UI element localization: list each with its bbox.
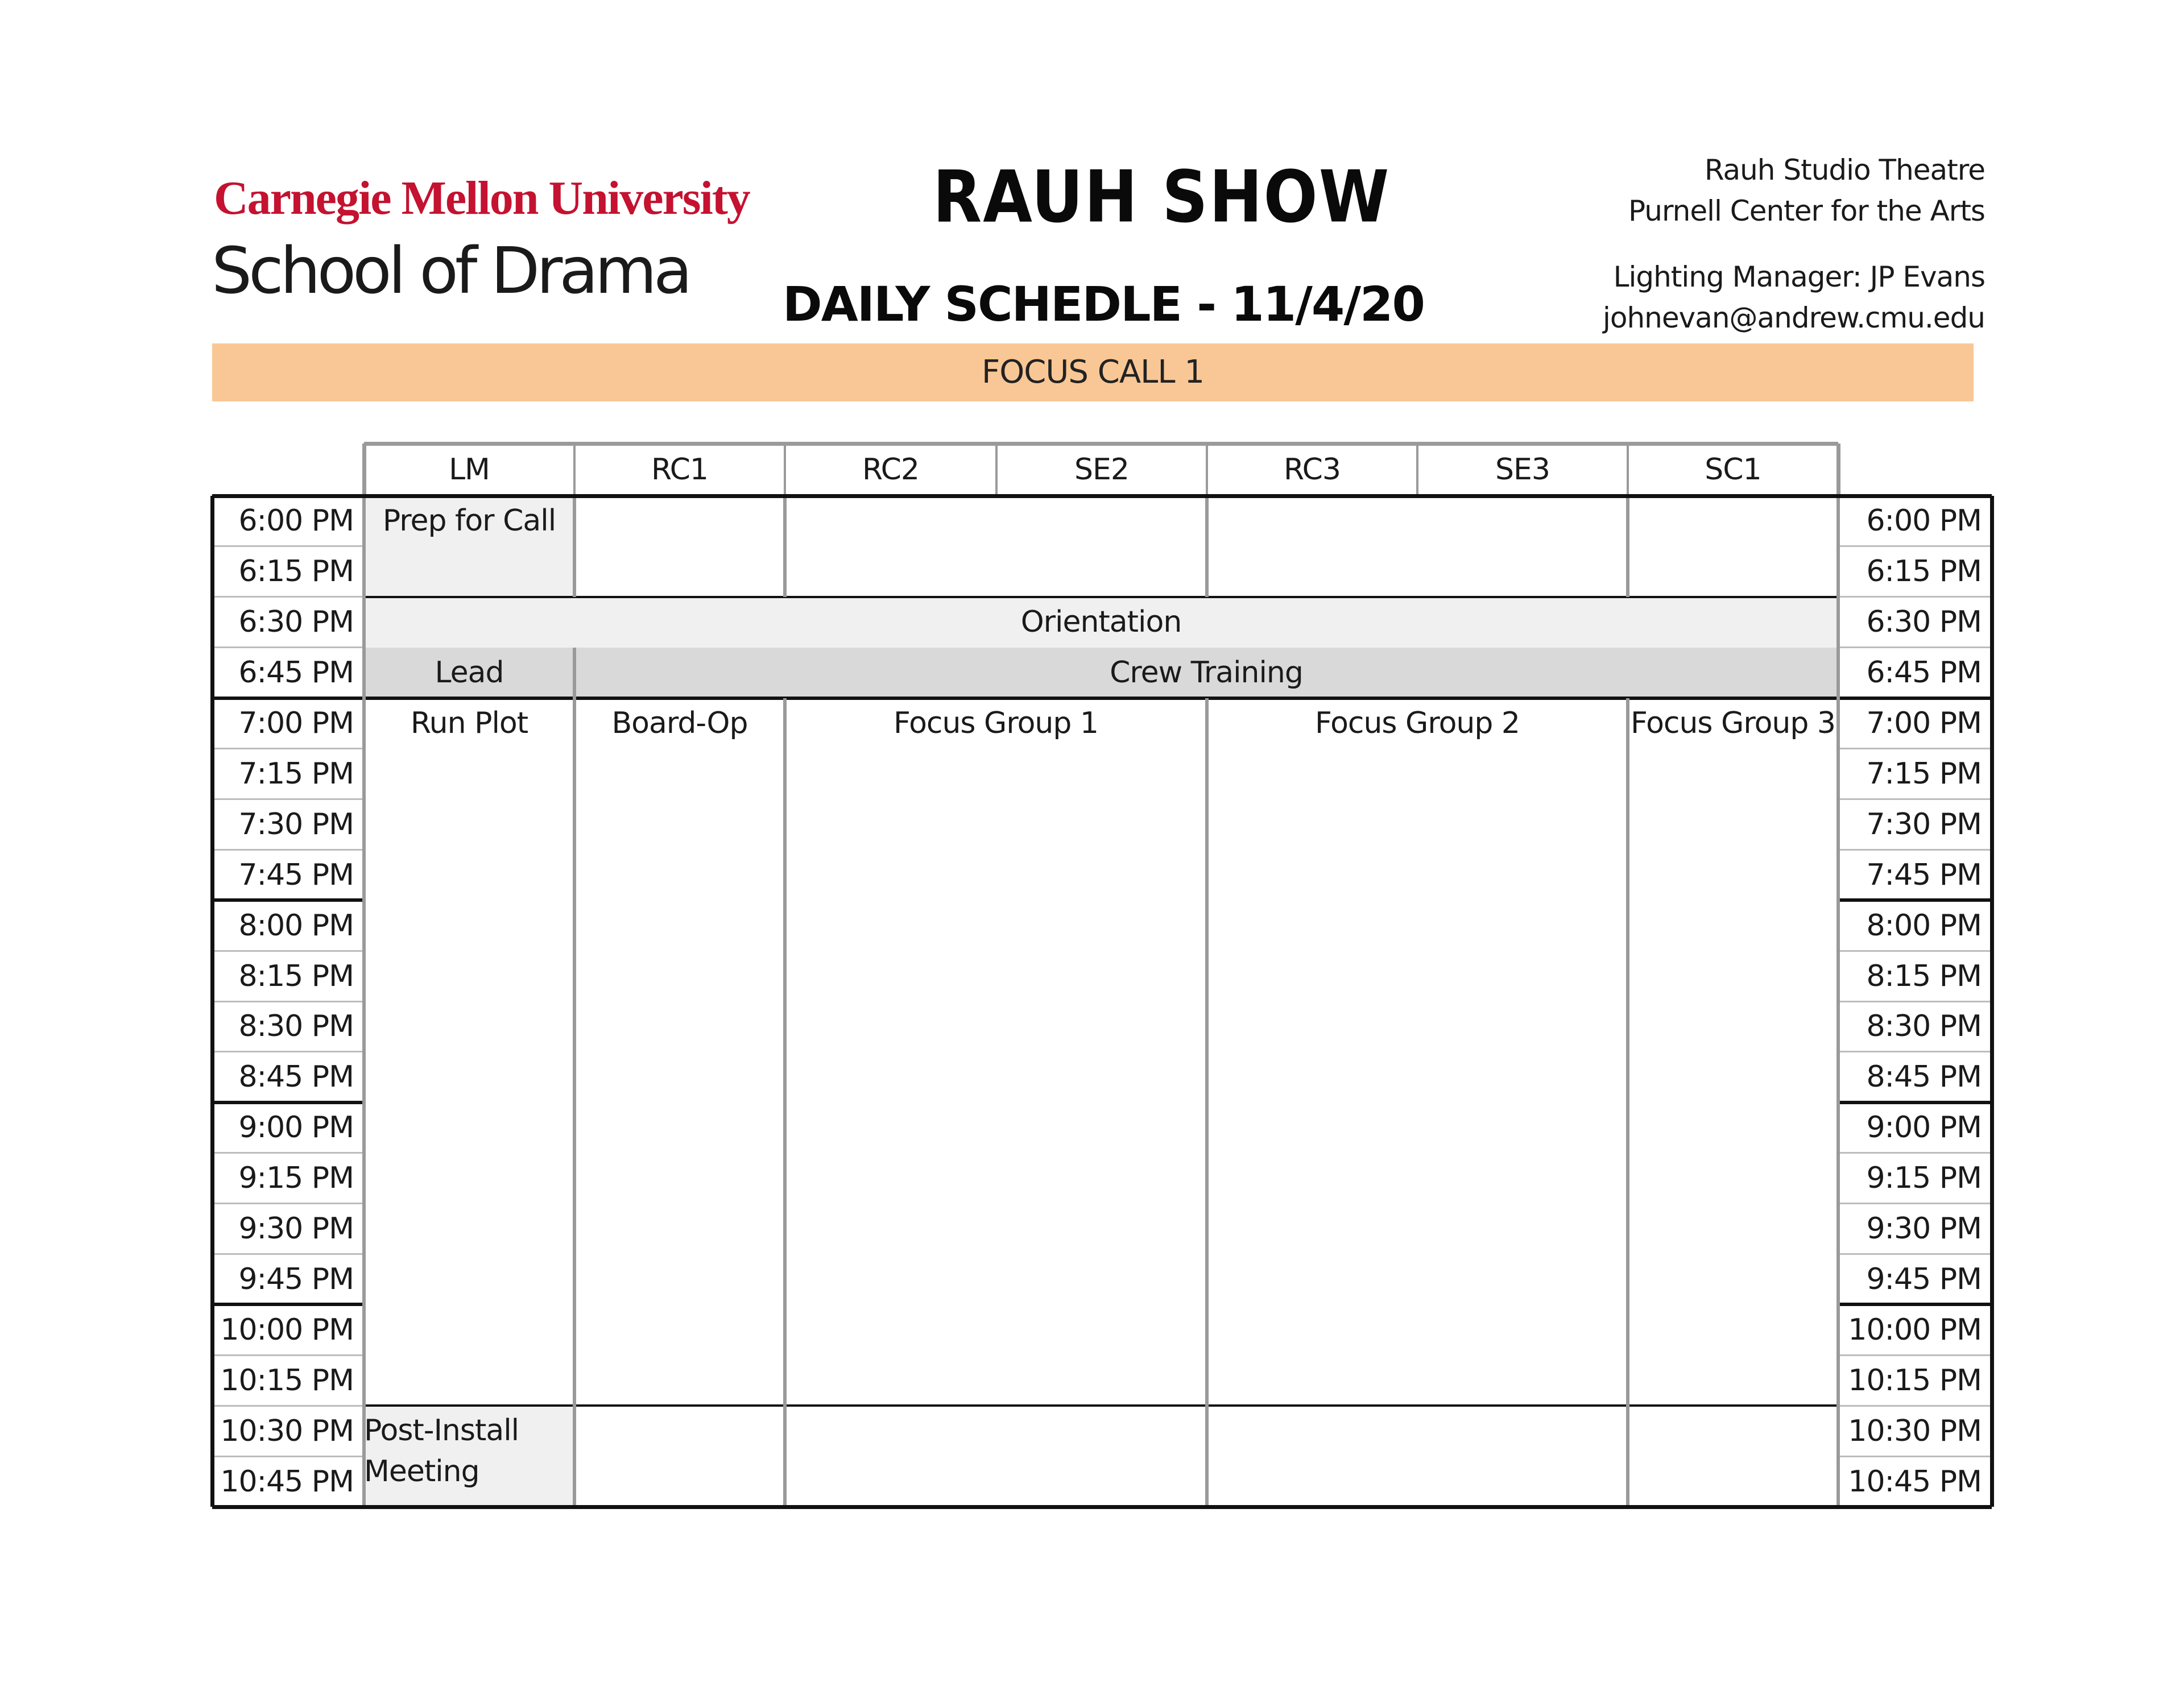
header-divider — [1836, 443, 1840, 496]
time-label-right: 7:30 PM — [1866, 807, 1982, 842]
column-divider — [573, 648, 576, 698]
time-row-line — [1838, 1203, 1992, 1204]
time-label-right: 10:45 PM — [1848, 1464, 1982, 1499]
time-label-right: 10:15 PM — [1848, 1363, 1982, 1398]
block-crew-training: Crew Training — [574, 648, 1838, 698]
time-label-right: 7:45 PM — [1866, 857, 1982, 892]
time-label-right: 8:15 PM — [1866, 959, 1982, 993]
time-row-line — [212, 1456, 364, 1457]
time-row-line — [1838, 1303, 1992, 1306]
time-label-left: 7:00 PM — [238, 706, 354, 741]
header-divider — [1627, 443, 1629, 496]
time-label-right: 8:45 PM — [1866, 1060, 1982, 1095]
time-row-line — [1838, 697, 1992, 700]
block-line — [364, 697, 1838, 700]
show-title: RAUH SHOW — [933, 156, 1391, 239]
block-orientation: Orientation — [364, 597, 1838, 648]
time-row-line — [1838, 950, 1992, 952]
time-row-line — [212, 950, 364, 952]
time-row-line — [212, 798, 364, 800]
venue-name: Rauh Studio Theatre — [1704, 154, 1985, 186]
time-row-line — [1838, 1456, 1992, 1457]
time-row-line — [212, 1253, 364, 1255]
column-divider — [573, 698, 576, 1507]
time-row-line — [1838, 1405, 1992, 1407]
time-row-line — [1838, 1101, 1992, 1104]
block-run-plot: Run Plot — [364, 698, 574, 1406]
time-label-left: 7:45 PM — [238, 857, 354, 892]
focus-call-banner: FOCUS CALL 1 — [212, 343, 1974, 401]
time-label-right: 9:30 PM — [1866, 1212, 1982, 1246]
block-line — [364, 596, 1838, 598]
time-label-right: 10:30 PM — [1848, 1414, 1982, 1448]
block-prep-for-call: Prep for Call — [364, 496, 574, 597]
time-label-left: 8:30 PM — [238, 1009, 354, 1044]
time-row-line — [212, 1354, 364, 1356]
column-divider — [573, 496, 576, 597]
time-label-left: 8:45 PM — [238, 1060, 354, 1095]
time-label-left: 7:30 PM — [238, 807, 354, 842]
time-row-line — [212, 898, 364, 902]
time-row-line — [212, 748, 364, 749]
column-header-se3: SE3 — [1495, 453, 1550, 487]
time-row-line — [212, 545, 364, 547]
header-divider — [1416, 443, 1418, 496]
time-row-line — [212, 1203, 364, 1204]
time-row-line — [1838, 1253, 1992, 1255]
time-label-right: 8:00 PM — [1866, 908, 1982, 943]
frame-left — [210, 496, 214, 1507]
time-row-line — [1838, 596, 1992, 598]
column-header-rc2: RC2 — [862, 453, 919, 487]
time-row-line — [212, 1101, 364, 1104]
block-post-install-meeting — [364, 1406, 574, 1507]
time-label-right: 8:30 PM — [1866, 1009, 1982, 1044]
time-label-left: 10:00 PM — [220, 1312, 354, 1347]
time-label-right: 7:00 PM — [1866, 706, 1982, 741]
column-header-sc1: SC1 — [1705, 453, 1761, 487]
block-post-install-meeting-label: Post-Install — [364, 1414, 519, 1448]
time-label-right: 6:30 PM — [1866, 605, 1982, 640]
time-label-left: 6:45 PM — [238, 656, 354, 690]
venue-building: Purnell Center for the Arts — [1628, 194, 1985, 227]
time-row-line — [1838, 849, 1992, 851]
header-divider — [784, 443, 786, 496]
time-label-left: 8:15 PM — [238, 959, 354, 993]
time-label-left: 10:30 PM — [220, 1414, 354, 1448]
time-label-right: 6:15 PM — [1866, 554, 1982, 589]
header-divider — [362, 443, 366, 496]
school-name: School of Drama — [212, 234, 689, 308]
time-row-line — [1838, 748, 1992, 749]
time-row-line — [1838, 1001, 1992, 1002]
time-row-line — [1838, 898, 1992, 902]
column-divider — [783, 698, 787, 1507]
time-label-right: 6:45 PM — [1866, 656, 1982, 690]
header-divider — [995, 443, 998, 496]
header-divider — [573, 443, 576, 496]
time-label-left: 9:00 PM — [238, 1110, 354, 1145]
column-divider — [1836, 496, 1840, 1507]
frame-top — [212, 494, 1992, 498]
frame-bottom — [212, 1505, 1992, 1509]
manager-email[interactable]: johnevan@andrew.cmu.edu — [1603, 301, 1985, 334]
time-label-left: 8:00 PM — [238, 908, 354, 943]
column-header-se2: SE2 — [1074, 453, 1129, 487]
block-lead: Lead — [364, 648, 574, 698]
block-focus-group-2: Focus Group 2 — [1207, 698, 1628, 1406]
time-label-right: 6:00 PM — [1866, 504, 1982, 538]
time-label-left: 6:30 PM — [238, 605, 354, 640]
time-row-line — [1838, 545, 1992, 547]
block-focus-group-3: Focus Group 3 — [1628, 698, 1838, 1406]
column-header-rc3: RC3 — [1284, 453, 1341, 487]
time-row-line — [212, 596, 364, 598]
column-divider — [1205, 496, 1209, 597]
header-divider — [1206, 443, 1208, 496]
time-label-left: 6:15 PM — [238, 554, 354, 589]
column-header-rc1: RC1 — [651, 453, 708, 487]
column-divider — [1626, 496, 1629, 597]
block-post-install-meeting-label-2: Meeting — [364, 1454, 479, 1489]
university-logo-text: Carnegie Mellon University — [214, 172, 750, 225]
column-divider — [1626, 698, 1629, 1507]
time-row-line — [212, 1001, 364, 1002]
time-row-line — [212, 1152, 364, 1154]
time-label-right: 10:00 PM — [1848, 1312, 1982, 1347]
time-label-left: 10:15 PM — [220, 1363, 354, 1398]
time-label-left: 10:45 PM — [220, 1464, 354, 1499]
time-row-line — [212, 849, 364, 851]
time-row-line — [1838, 1051, 1992, 1052]
time-label-right: 9:15 PM — [1866, 1161, 1982, 1196]
time-label-right: 9:45 PM — [1866, 1262, 1982, 1296]
frame-right — [1990, 496, 1994, 1507]
time-label-left: 9:45 PM — [238, 1262, 354, 1296]
block-line — [364, 1404, 1838, 1407]
time-row-line — [1838, 798, 1992, 800]
time-label-left: 9:15 PM — [238, 1161, 354, 1196]
time-row-line — [1838, 1152, 1992, 1154]
time-row-line — [212, 646, 364, 648]
time-label-left: 6:00 PM — [238, 504, 354, 538]
time-row-line — [1838, 1354, 1992, 1356]
time-row-line — [212, 697, 364, 700]
time-row-line — [212, 1303, 364, 1306]
time-label-right: 9:00 PM — [1866, 1110, 1982, 1145]
block-board-op: Board-Op — [574, 698, 785, 1406]
time-row-line — [212, 1051, 364, 1052]
column-divider — [783, 496, 787, 597]
time-label-right: 7:15 PM — [1866, 756, 1982, 791]
header-top-line — [364, 442, 1838, 446]
time-row-line — [1838, 646, 1992, 648]
time-label-left: 7:15 PM — [238, 756, 354, 791]
lighting-manager: Lighting Manager: JP Evans — [1613, 260, 1985, 293]
time-row-line — [212, 1405, 364, 1407]
schedule-title: DAILY SCHEDLE - 11/4/20 — [783, 276, 1424, 332]
column-divider — [362, 496, 366, 1507]
block-focus-group-1: Focus Group 1 — [785, 698, 1207, 1406]
column-header-lm: LM — [449, 453, 490, 487]
time-label-left: 9:30 PM — [238, 1212, 354, 1246]
column-divider — [1205, 698, 1209, 1507]
